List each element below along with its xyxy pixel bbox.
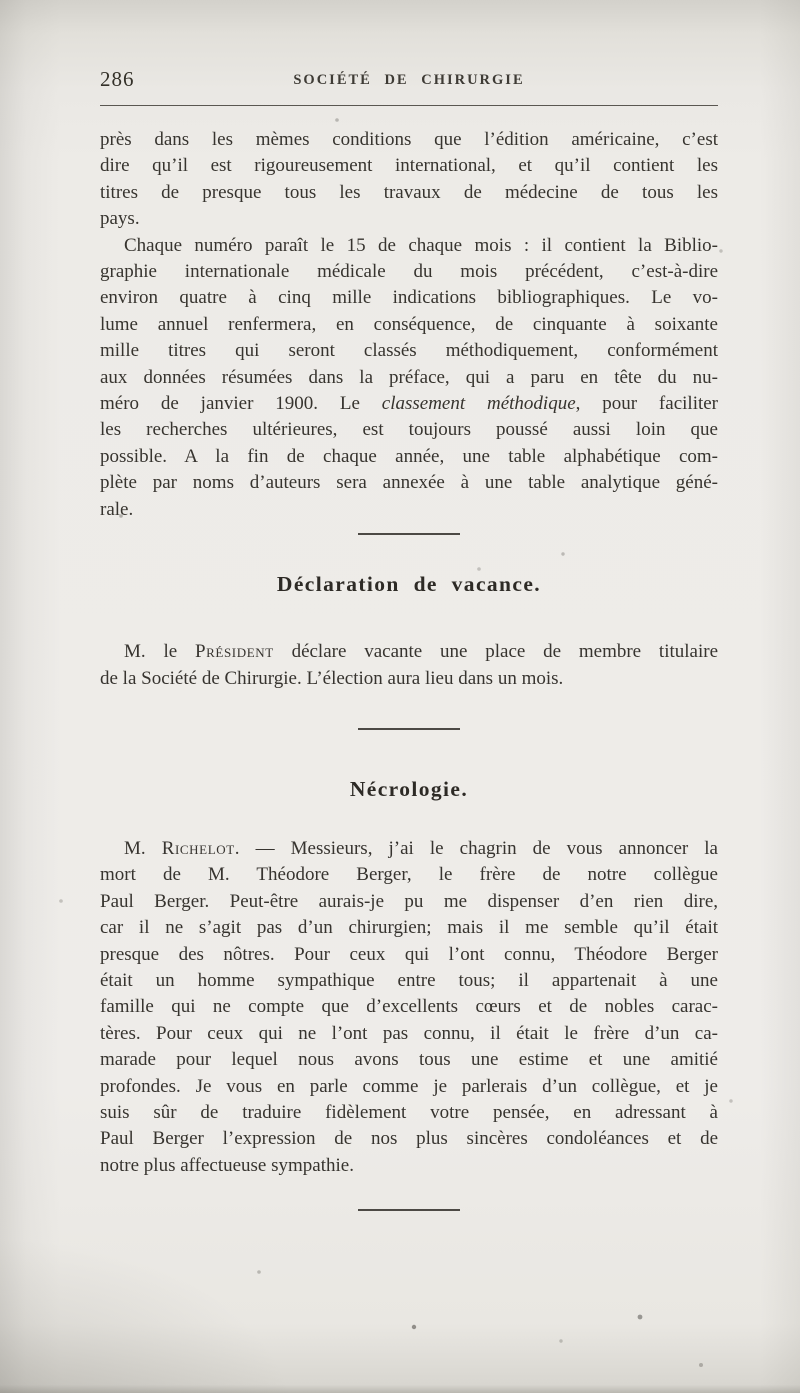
text-line: Paul Berger. Peut-être aurais-je pu me dispenser d’en rien dire,: [100, 890, 718, 912]
text-line: M. le Président déclare vacante une place de membre titulaire: [124, 641, 719, 663]
text-line: rale.: [100, 498, 134, 520]
paragraph: [100, 639, 718, 692]
text-line: graphie internationale médicale du mois précédent, c’est-à-dire: [100, 261, 718, 283]
text-line: M. Richelot. — Messieurs, j’ai le chagrin de vous annoncer la: [124, 837, 718, 859]
text-line: presque des nôtres. Pour ceux qui l’ont connu, Théodore Berger: [100, 943, 718, 965]
section-heading: Déclaration de vacance.: [276, 572, 542, 597]
text-line: de la Société de Chirurgie. L’élection aura lieu dans un mois.: [100, 667, 564, 689]
section-separator: [358, 533, 460, 535]
paragraph: [100, 836, 718, 1179]
text-line: était un homme sympathique entre tous; il appartenait à une: [100, 969, 718, 991]
text-line: aux données résumées dans la préface, qui a paru en tête du nu-: [100, 366, 718, 388]
text-line: suis sûr de traduire fidèlement votre pensée, en adressant à: [100, 1101, 718, 1123]
page-content: [100, 127, 718, 1211]
text-line: mille titres qui seront classés méthodiquement, conformément: [100, 340, 718, 362]
page-header: [100, 66, 718, 94]
paragraph: [100, 127, 718, 233]
page-number: 286: [100, 67, 135, 91]
text-line: dire qu’il est rigoureusement international, et qu’il contient les: [100, 155, 718, 177]
paragraph: [100, 233, 718, 523]
header-rule: [100, 105, 718, 106]
text-line: possible. A la fin de chaque année, une table alphabétique com-: [100, 445, 718, 467]
section-heading: Nécrologie.: [349, 776, 469, 801]
text-line: profondes. Je vous en parle comme je parlerais d’un collègue, et je: [100, 1075, 718, 1097]
text-line: lume annuel renfermera, en conséquence, de cinquante à soixante: [100, 313, 718, 335]
text-line: Chaque numéro paraît le 15 de chaque mois : il contient la Biblio-: [124, 234, 718, 256]
text-line: titres de presque tous les travaux de médecine de tous les: [100, 181, 718, 203]
text-line: méro de janvier 1900. Le classement méthodique, pour faciliter: [100, 393, 719, 415]
text-line: Paul Berger l’expression de nos plus sincères condoléances et de: [100, 1128, 718, 1150]
text-line: environ quatre à cinq mille indications bibliographiques. Le vo-: [100, 287, 718, 309]
text-line: famille qui ne compte que d’excellents cœurs et de nobles carac-: [100, 996, 718, 1018]
text-line: près dans les mèmes conditions que l’édition américaine, c’est: [100, 129, 718, 150]
section-separator: [358, 1209, 460, 1211]
text-line: notre plus affectueuse sympathie.: [100, 1154, 354, 1176]
running-title: SOCIÉTÉ DE CHIRURGIE: [293, 72, 525, 88]
text-line: mort de M. Théodore Berger, le frère de notre collègue: [100, 864, 718, 886]
text-line: car il ne s’agit pas d’un chirurgien; mais il me semble qu’il était: [100, 917, 718, 939]
text-line: tères. Pour ceux qui ne l’ont pas connu, il était le frère d’un ca-: [100, 1022, 718, 1044]
text-line: les recherches ultérieures, est toujours poussé aussi loin que: [100, 419, 718, 441]
text-line: plète par noms d’auteurs sera annexée à une table analytique géné-: [100, 472, 718, 494]
text-line: pays.: [100, 208, 140, 230]
section-separator: [358, 728, 460, 730]
text-line: marade pour lequel nous avons tous une estime et une amitié: [100, 1049, 718, 1071]
